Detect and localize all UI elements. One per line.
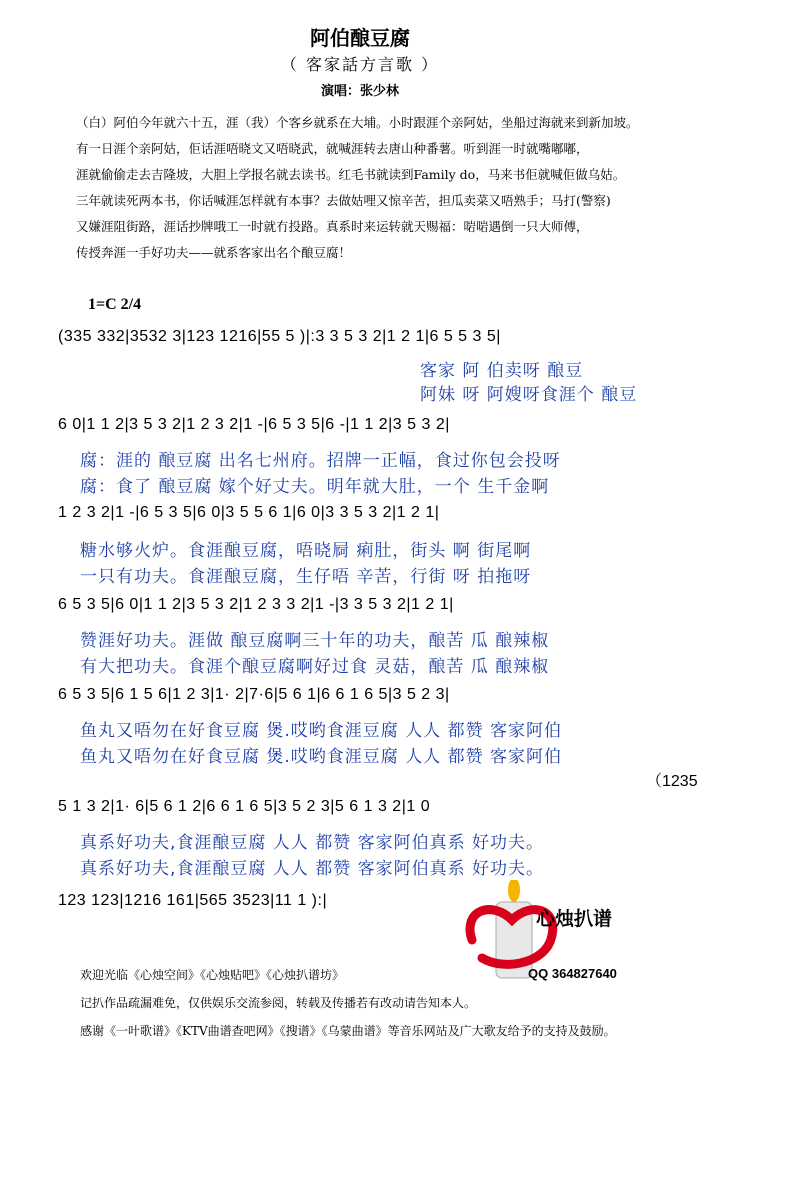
notation-line: (335 332|3532 3|123 1216|55 5 )|:3 3 5 3 2|1 2 1|6 5 5 3 5| (58, 328, 501, 345)
key-signature: 1=C 2/4 (88, 296, 142, 313)
notation-line: 6 5 3 5|6 0|1 1 2|3 5 3 2|1 2 3 3 2|1 -|3 3 5 3 2|1 2 1| (58, 596, 454, 613)
qq-number: QQ 364827640 (528, 966, 617, 981)
intro-line: 又嫌涯阻街路，涯话抄牌哦工一时就冇投路。真系时来运转就天赐福：啱啱遇倒一只大师傅， (76, 219, 589, 234)
footer-line: 欢迎光临《心烛空间》《心烛贴吧》《心烛扒谱坊》 (80, 968, 345, 982)
lyric-verse1: 真系好功夫,食涯酿豆腐 人人 都赞 客家阿伯真系 好功夫。 (80, 833, 545, 853)
intro-line: （白）阿伯今年就六十五，涯（我）个客乡就系在大埔。小时跟涯个亲阿姑，坐船过海就来到新加坡。 (76, 115, 639, 130)
spoken-intro (76, 116, 756, 272)
repeat-intro-bracket: （1235 (646, 773, 698, 790)
footer-line: 感谢《一叶歌谱》《KTV曲谱查吧网》《搜谱》《乌蒙曲谱》等音乐网站及广大歌友给予的支持及鼓励。 (80, 1024, 616, 1038)
lyric-verse2: 有大把功夫。食涯个酿豆腐啊好过食 灵菇，酿苦 瓜 酿辣椒 (80, 657, 550, 677)
intro-line: 有一日涯个亲阿姑，佢话涯唔晓文又唔晓武，就喊涯转去唐山种番薯。听到涯一时就嘴嘟嘟， (76, 141, 589, 156)
singer-credit: 演唱：张少林 (320, 84, 399, 99)
lyric-verse2: 阿妹 呀 阿嫂呀食涯个 酿豆 (420, 385, 638, 405)
lyric-verse1: 腐：涯的 酿豆腐 出名七州府。招牌一正幅，食过你包会投呀 (80, 451, 561, 471)
footer-line: 记扒作品疏漏难免，仅供娱乐交流参阅，转载及传播若有改动请告知本人。 (80, 996, 477, 1010)
lyric-verse2: 鱼丸又唔勿在好食豆腐 煲.哎哟食涯豆腐 人人 都赞 客家阿伯 (80, 747, 563, 767)
intro-line: 涯就偷偷走去吉隆坡，大胆上学报名就去读书。红毛书就读到Family do，马来书佢就喊佢做乌姑。 (76, 167, 626, 182)
lyric-verse2: 一只有功夫。食涯酿豆腐，生仔唔 辛苦，行街 呀 拍拖呀 (80, 567, 532, 587)
lyric-verse1: 赞涯好功夫。涯做 酿豆腐啊三十年的功夫，酿苦 瓜 酿辣椒 (80, 631, 550, 651)
notation-line: 5 1 3 2|1· 6|5 6 1 2|6 6 1 6 5|3 5 2 3|5 6 1 3 2|1 0 (58, 798, 431, 815)
lyric-verse2: 真系好功夫,食涯酿豆腐 人人 都赞 客家阿伯真系 好功夫。 (80, 859, 545, 879)
notation-line: 1 2 3 2|1 -|6 5 3 5|6 0|3 5 5 6 1|6 0|3 3 5 3 2|1 2 1| (58, 504, 440, 521)
song-title: 阿伯酿豆腐 (310, 26, 410, 50)
lyric-verse1: 鱼丸又唔勿在好食豆腐 煲.哎哟食涯豆腐 人人 都赞 客家阿伯 (80, 721, 563, 741)
lyric-verse1: 糖水够火炉。食涯酿豆腐，唔晓屙 痢肚，街头 啊 街尾啊 (80, 541, 532, 561)
logo-text: 心烛扒谱 (536, 908, 613, 930)
notation-line: 6 5 3 5|6 1 5 6|1 2 3|1· 2|7·6|5 6 1|6 6 1 6 5|3 5 2 3| (58, 686, 450, 703)
lyric-verse2: 腐：食了 酿豆腐 嫁个好丈夫。明年就大肚，一个 生千金啊 (80, 477, 550, 497)
intro-line: 传授奔涯一手好功夫——就系客家出名个酿豆腐！ (76, 245, 352, 260)
lyric-verse1: 客家 阿 伯卖呀 酿豆 (420, 361, 584, 381)
song-subtitle: （ 客家話方言歌 ） (280, 55, 440, 74)
notation-line: 6 0|1 1 2|3 5 3 2|1 2 3 2|1 -|6 5 3 5|6 -|1 1 2|3 5 3 2| (58, 416, 450, 433)
intro-line: 三年就读死两本书，你话喊涯怎样就有本事？去做姑哩又惊辛苦，担瓜卖菜又唔熟手；马打(警察) (76, 193, 611, 208)
notation-line: 123 123|1216 161|565 3523|11 1 ):| (58, 892, 328, 909)
